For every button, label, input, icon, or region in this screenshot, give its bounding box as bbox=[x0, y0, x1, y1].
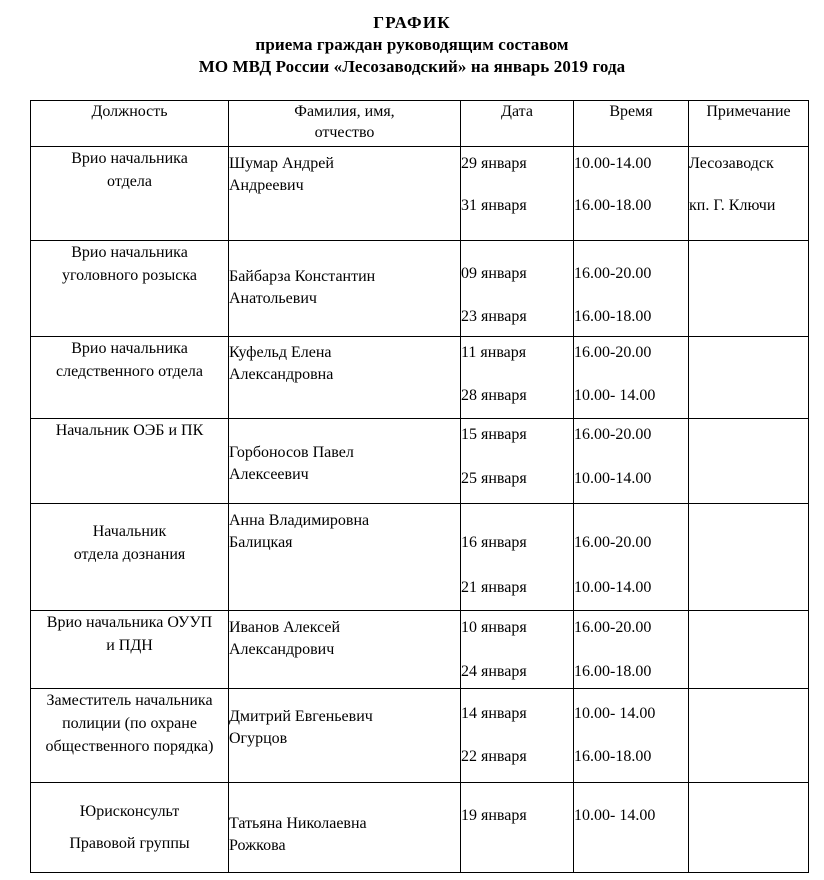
name-line-2: Александровна bbox=[229, 366, 334, 383]
table-row bbox=[31, 419, 809, 504]
cell-date bbox=[461, 419, 574, 504]
date-slot-1: 14 января bbox=[461, 705, 527, 722]
column-header-position-label: Должность bbox=[91, 103, 168, 120]
cell-note bbox=[689, 337, 809, 419]
date-slot-1: 10 января bbox=[461, 619, 527, 636]
title-line-3: МО МВД России «Лесозаводский» на январь 2019 года bbox=[198, 57, 626, 76]
date-slot-1: 16 января bbox=[461, 534, 527, 551]
time-slot-1: 10.00- 14.00 bbox=[574, 705, 656, 722]
time-slot-2: 10.00-14.00 bbox=[574, 470, 652, 487]
name-line-1: Горбоносов Павел bbox=[229, 444, 354, 461]
table-body bbox=[31, 147, 809, 873]
position-line-2: отдела дознания bbox=[73, 546, 186, 563]
time-slot-1: 10.00- 14.00 bbox=[574, 807, 656, 824]
name-line-2: Огурцов bbox=[229, 730, 288, 747]
column-header-name bbox=[229, 101, 461, 147]
cell-position bbox=[31, 419, 229, 504]
column-header-time bbox=[574, 101, 689, 147]
date-slot-1: 15 января bbox=[461, 426, 527, 443]
position-line-2: полиции (по охране bbox=[62, 715, 197, 732]
position-line-2: Правовой группы bbox=[69, 834, 190, 852]
time-slot-2: 10.00-14.00 bbox=[574, 579, 652, 596]
cell-date bbox=[461, 689, 574, 783]
page-title bbox=[0, 0, 824, 78]
cell-note bbox=[689, 783, 809, 873]
name-line-2: Андреевич bbox=[229, 177, 304, 194]
name-line-2: Алексеевич bbox=[229, 466, 309, 483]
cell-full-name bbox=[229, 241, 461, 337]
cell-full-name bbox=[229, 783, 461, 873]
reception-schedule-table bbox=[30, 100, 809, 873]
cell-position bbox=[31, 611, 229, 689]
name-line-1: Анна Владимировна bbox=[229, 512, 370, 529]
position-line-2: и ПДН bbox=[106, 637, 153, 654]
cell-time bbox=[574, 783, 689, 873]
cell-date bbox=[461, 241, 574, 337]
time-slot-2: 16.00-18.00 bbox=[574, 663, 652, 680]
cell-date bbox=[461, 337, 574, 419]
column-header-time-label: Время bbox=[609, 103, 653, 120]
column-header-note bbox=[689, 101, 809, 147]
time-slot-1: 16.00-20.00 bbox=[574, 619, 652, 636]
position-line-1: Заместитель начальника bbox=[46, 692, 213, 709]
name-line-2: Анатольевич bbox=[229, 290, 317, 307]
time-slot-1: 16.00-20.00 bbox=[574, 534, 652, 551]
cell-time bbox=[574, 147, 689, 241]
cell-note bbox=[689, 689, 809, 783]
position-line-1: Врио начальника bbox=[71, 150, 188, 167]
time-slot-1: 16.00-20.00 bbox=[574, 265, 652, 282]
table-header bbox=[31, 101, 809, 147]
table-row bbox=[31, 241, 809, 337]
time-slot-2: 10.00- 14.00 bbox=[574, 387, 656, 404]
cell-time bbox=[574, 504, 689, 611]
cell-time bbox=[574, 419, 689, 504]
name-line-1: Байбарза Константин bbox=[229, 268, 376, 285]
date-slot-1: 29 января bbox=[461, 155, 527, 172]
table-header-row bbox=[31, 101, 809, 147]
time-slot-2: 16.00-18.00 bbox=[574, 308, 652, 325]
column-header-date bbox=[461, 101, 574, 147]
table-row bbox=[31, 147, 809, 241]
cell-time bbox=[574, 689, 689, 783]
cell-time bbox=[574, 241, 689, 337]
cell-date bbox=[461, 611, 574, 689]
name-line-1: Татьяна Николаевна bbox=[229, 815, 367, 832]
note-slot-2: кп. Г. Ключи bbox=[689, 197, 776, 214]
name-line-1: Шумар Андрей bbox=[229, 155, 334, 172]
time-slot-1: 16.00-20.00 bbox=[574, 344, 652, 361]
cell-position bbox=[31, 147, 229, 241]
table-row bbox=[31, 504, 809, 611]
column-header-name-line2: отчество bbox=[314, 124, 375, 141]
cell-full-name bbox=[229, 337, 461, 419]
date-slot-2: 28 января bbox=[461, 387, 527, 404]
cell-position bbox=[31, 689, 229, 783]
cell-full-name bbox=[229, 419, 461, 504]
name-line-1: Иванов Алексей bbox=[229, 619, 341, 636]
time-slot-2: 16.00-18.00 bbox=[574, 197, 652, 214]
name-line-2: Балицкая bbox=[229, 534, 293, 551]
title-line-1: ГРАФИК bbox=[373, 13, 451, 32]
cell-full-name bbox=[229, 689, 461, 783]
position-line-1: Начальник bbox=[92, 523, 167, 540]
date-slot-1: 11 января bbox=[461, 344, 527, 361]
cell-time bbox=[574, 337, 689, 419]
date-slot-2: 21 января bbox=[461, 579, 527, 596]
column-header-note-label: Примечание bbox=[706, 103, 791, 120]
cell-position bbox=[31, 783, 229, 873]
date-slot-1: 19 января bbox=[461, 807, 527, 824]
date-slot-2: 25 января bbox=[461, 470, 527, 487]
date-slot-2: 23 января bbox=[461, 308, 527, 325]
note-slot-1: Лесозаводск bbox=[689, 155, 774, 172]
cell-time bbox=[574, 611, 689, 689]
position-line-1: Врио начальника bbox=[71, 340, 188, 357]
cell-position bbox=[31, 241, 229, 337]
cell-date bbox=[461, 783, 574, 873]
column-header-position bbox=[31, 101, 229, 147]
cell-note bbox=[689, 504, 809, 611]
position-line-2: уголовного розыска bbox=[61, 267, 198, 284]
cell-full-name bbox=[229, 611, 461, 689]
cell-date bbox=[461, 504, 574, 611]
cell-note bbox=[689, 147, 809, 241]
cell-date bbox=[461, 147, 574, 241]
column-header-date-label: Дата bbox=[501, 103, 533, 120]
position-line-2: следственного отдела bbox=[56, 363, 203, 380]
title-line-2: приема граждан руководящим составом bbox=[255, 35, 569, 54]
position-line-3: общественного порядка) bbox=[45, 738, 214, 755]
cell-note bbox=[689, 241, 809, 337]
name-line-2: Рожкова bbox=[229, 837, 286, 854]
date-slot-2: 22 января bbox=[461, 748, 527, 765]
cell-note bbox=[689, 611, 809, 689]
time-slot-1: 10.00-14.00 bbox=[574, 155, 652, 172]
cell-note bbox=[689, 419, 809, 504]
position-line-1: Начальник ОЭБ и ПК bbox=[55, 422, 204, 439]
cell-full-name bbox=[229, 504, 461, 611]
position-line-1: Врио начальника ОУУП bbox=[46, 614, 213, 631]
table-row bbox=[31, 337, 809, 419]
time-slot-2: 16.00-18.00 bbox=[574, 748, 652, 765]
cell-position bbox=[31, 337, 229, 419]
cell-position bbox=[31, 504, 229, 611]
table-row bbox=[31, 611, 809, 689]
position-line-1: Юрисконсульт bbox=[79, 802, 180, 820]
cell-full-name bbox=[229, 147, 461, 241]
name-line-2: Александрович bbox=[229, 641, 335, 658]
table-row bbox=[31, 689, 809, 783]
date-slot-1: 09 января bbox=[461, 265, 527, 282]
name-line-1: Куфельд Елена bbox=[229, 344, 332, 361]
column-header-name-line1: Фамилия, имя, bbox=[294, 103, 395, 120]
position-line-2: отдела bbox=[107, 173, 152, 190]
name-line-1: Дмитрий Евгеньевич bbox=[229, 708, 373, 725]
position-line-1: Врио начальника bbox=[71, 244, 188, 261]
date-slot-2: 24 января bbox=[461, 663, 527, 680]
table-row bbox=[31, 783, 809, 873]
date-slot-2: 31 января bbox=[461, 197, 527, 214]
time-slot-1: 16.00-20.00 bbox=[574, 426, 652, 443]
